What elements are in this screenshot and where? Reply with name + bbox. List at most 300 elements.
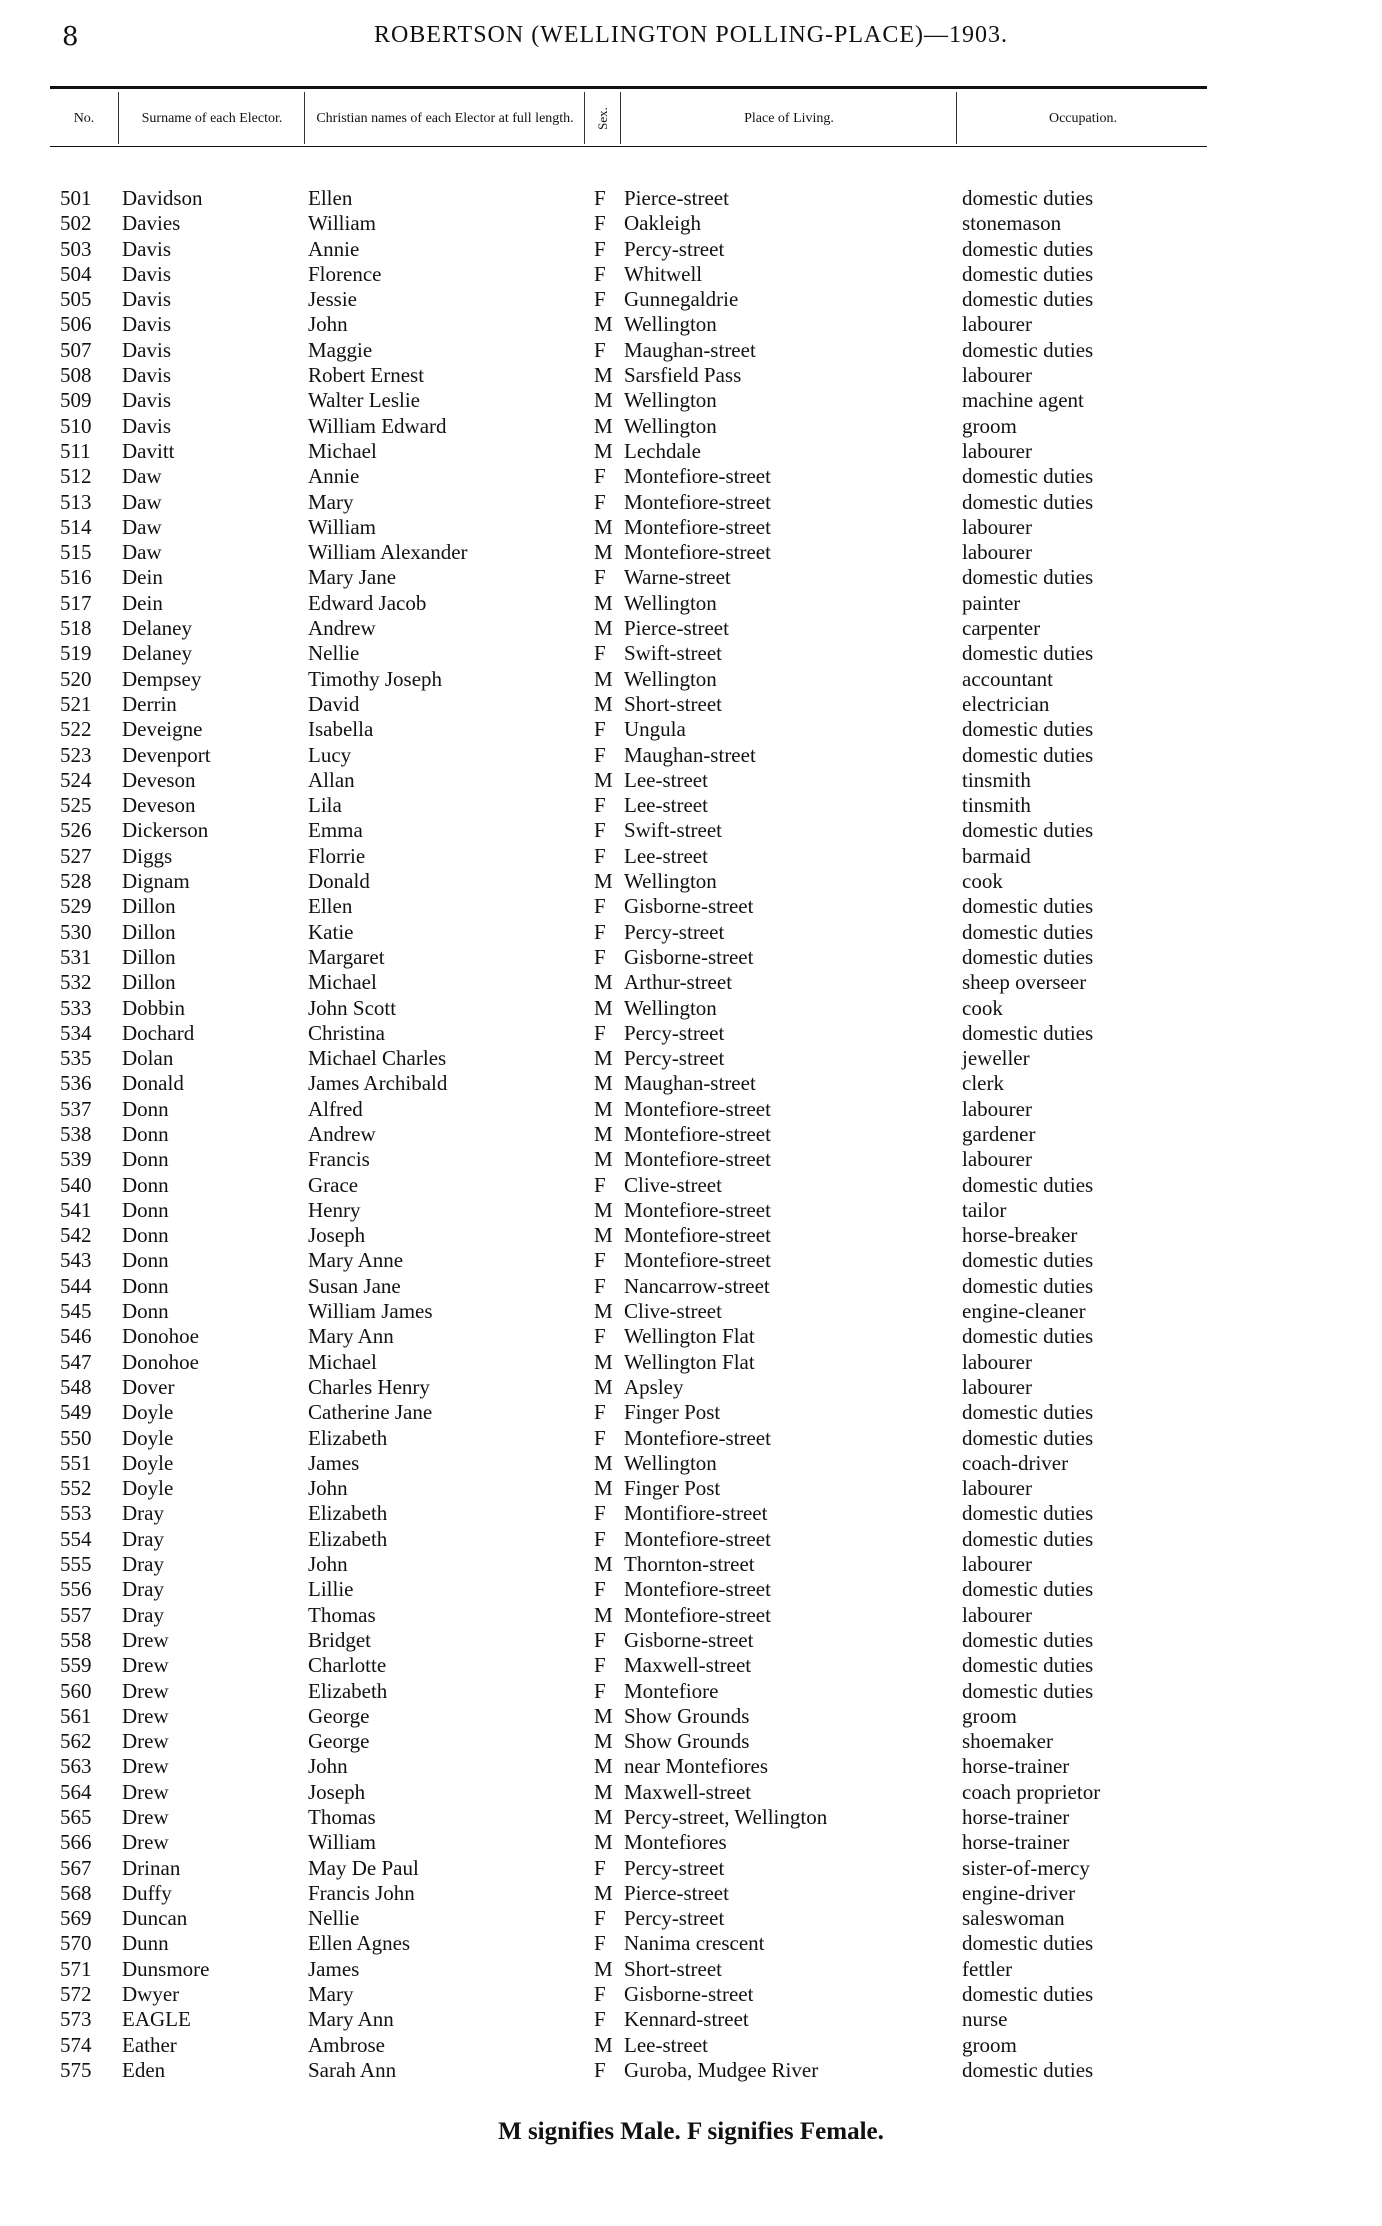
elector-occupation: domestic duties [962,742,1094,767]
table-row [0,1577,1382,1602]
elector-sex: F [594,1982,606,2007]
elector-christian-names: Mary Anne [308,1248,404,1273]
elector-number: 536 [60,1071,92,1096]
elector-occupation: domestic duties [962,464,1094,489]
table-row [0,717,1382,742]
elector-occupation: machine agent [962,388,1084,413]
elector-christian-names: Christina [308,1020,385,1045]
column-divider [584,92,585,144]
header-surname: Surname of each Elector. [141,110,283,126]
elector-place-of-living: Gisborne-street [624,944,754,969]
elector-number: 574 [60,2032,92,2057]
elector-surname: Drew [122,1805,169,1829]
elector-number: 559 [60,1653,92,1678]
elector-occupation: domestic duties [962,818,1094,843]
table-row [0,2058,1382,2083]
elector-place-of-living: Arthur-street [624,970,733,995]
elector-christian-names: Michael [308,970,377,995]
table-row [0,287,1382,312]
elector-sex: M [594,514,613,539]
table-row [0,1122,1382,1147]
elector-number: 571 [60,1956,92,1981]
elector-number: 519 [60,641,92,666]
elector-sex: F [594,742,606,767]
table-row [0,2033,1382,2058]
elector-number: 518 [60,616,92,641]
elector-surname: Diggs [122,843,173,868]
elector-christian-names: James [308,1956,360,1981]
elector-surname: Davis [122,363,171,388]
table-row [0,1223,1382,1248]
elector-occupation: domestic duties [962,1627,1094,1652]
table-row [0,1476,1382,1501]
elector-sex: F [594,211,606,236]
elector-surname: Dillon [122,970,176,995]
elector-christian-names: Lillie [308,1577,354,1602]
elector-number: 524 [60,767,92,792]
elector-number: 564 [60,1779,92,1804]
elector-number: 528 [60,869,92,894]
table-row [0,616,1382,641]
sex-legend-footer: M signifies Male. F signifies Female. [498,2118,884,2145]
elector-sex: F [594,944,606,969]
elector-number: 543 [60,1248,92,1273]
elector-surname: Drew [122,1627,169,1652]
elector-christian-names: Henry [308,1197,361,1222]
elector-surname: Dwyer [122,1982,180,2007]
column-divider [304,92,305,144]
elector-christian-names: Nellie [308,641,360,666]
elector-occupation: domestic duties [962,565,1094,590]
elector-place-of-living: Lechdale [624,438,701,463]
elector-christian-names: Annie [308,464,360,489]
elector-sex: F [594,793,606,818]
elector-surname: Dray [122,1577,164,1602]
elector-surname: Devenport [122,742,211,767]
elector-christian-names: Grace [308,1172,359,1197]
elector-number: 503 [60,236,92,261]
elector-christian-names: Robert Ernest [308,363,425,388]
elector-christian-names: Katie [308,919,354,944]
elector-surname: Davidson [122,186,203,210]
elector-place-of-living: Lee-street [624,843,708,868]
elector-place-of-living: Gisborne-street [624,1982,754,2007]
elector-sex: M [594,995,613,1020]
table-row [0,1704,1382,1729]
elector-sex: M [594,616,613,641]
elector-occupation: labourer [962,1552,1032,1577]
table-row [0,768,1382,793]
table-row [0,1729,1382,1754]
elector-occupation: domestic duties [962,1982,1094,2007]
elector-place-of-living: Percy-street [624,919,725,944]
elector-sex: M [594,363,613,388]
elector-surname: Doyle [122,1425,174,1450]
table-row [0,1501,1382,1526]
elector-surname: Donohoe [122,1349,199,1374]
elector-surname: Drew [122,1754,169,1779]
table-row [0,464,1382,489]
elector-number: 506 [60,312,92,337]
elector-place-of-living: Wellington [624,388,717,413]
table-row [0,515,1382,540]
elector-occupation: sister-of-mercy [962,1855,1090,1880]
elector-occupation: labourer [962,1147,1032,1172]
header-sex-label: Sex. [594,106,610,130]
elector-surname: Dray [122,1501,164,1526]
elector-sex: F [594,843,606,868]
elector-christian-names: James [308,1450,360,1475]
elector-surname: Dempsey [122,666,202,691]
table-row [0,1881,1382,1906]
elector-surname: Deveigne [122,717,203,742]
table-row [0,591,1382,616]
table-row [0,1830,1382,1855]
elector-occupation: domestic duties [962,1931,1094,1956]
elector-surname: Davis [122,388,171,413]
elector-christian-names: Susan Jane [308,1273,401,1298]
table-row [0,1805,1382,1830]
elector-occupation: labourer [962,1374,1032,1399]
elector-sex: F [594,1627,606,1652]
elector-place-of-living: Maughan-street [624,1071,756,1096]
elector-place-of-living: Wellington [624,869,717,894]
table-row [0,970,1382,995]
elector-occupation: domestic duties [962,1248,1094,1273]
elector-number: 567 [60,1855,92,1880]
elector-occupation: domestic duties [962,1020,1094,1045]
elector-number: 568 [60,1880,92,1905]
table-row [0,1628,1382,1653]
elector-place-of-living: Montefiore-street [624,1147,771,1172]
elector-christian-names: William [308,514,376,539]
table-row [0,1527,1382,1552]
elector-number: 554 [60,1526,92,1551]
elector-surname: Davitt [122,438,175,463]
elector-place-of-living: Ungula [624,717,686,742]
table-row [0,641,1382,666]
table-row [0,388,1382,413]
elector-place-of-living: Wellington [624,995,717,1020]
elector-occupation: cook [962,869,1003,894]
elector-surname: Davis [122,312,171,337]
elector-sex: M [594,1476,613,1501]
table-row [0,1856,1382,1881]
table-row [0,1097,1382,1122]
elector-christian-names: William [308,1830,376,1855]
elector-christian-names: Mary Ann [308,2007,394,2032]
elector-occupation: labourer [962,1096,1032,1121]
table-row [0,1653,1382,1678]
elector-christian-names: Mary Ann [308,1324,394,1349]
elector-christian-names: Charlotte [308,1653,387,1678]
elector-number: 509 [60,388,92,413]
elector-number: 525 [60,793,92,818]
elector-christian-names: Mary [308,1982,354,2007]
elector-sex: M [594,1071,613,1096]
elector-christian-names: Nellie [308,1906,360,1931]
elector-christian-names: Isabella [308,717,374,742]
elector-sex: F [594,1855,606,1880]
elector-place-of-living: Wellington [624,1450,717,1475]
elector-occupation: domestic duties [962,1172,1094,1197]
elector-sex: F [594,818,606,843]
table-row [0,1400,1382,1425]
elector-surname: Donohoe [122,1324,199,1349]
elector-place-of-living: Lee-street [624,793,708,818]
header-christian-names: Christian names of each Elector at full length. [316,110,574,126]
table-row [0,363,1382,388]
elector-surname: Donn [122,1147,169,1172]
elector-place-of-living: Pierce-street [624,1880,729,1905]
elector-occupation: groom [962,2032,1017,2057]
elector-christian-names: William [308,211,376,236]
elector-surname: Donn [122,1121,169,1146]
elector-place-of-living: Percy-street, Wellington [624,1805,828,1829]
elector-sex: F [594,919,606,944]
elector-occupation: domestic duties [962,1501,1094,1526]
elector-place-of-living: Percy-street [624,1855,725,1880]
elector-number: 556 [60,1577,92,1602]
elector-number: 513 [60,489,92,514]
elector-surname: Daw [122,464,162,489]
elector-number: 515 [60,540,92,565]
header-place-of-living: Place of Living. [744,110,834,126]
elector-surname: Drew [122,1779,169,1804]
elector-sex: M [594,1779,613,1804]
elector-christian-names: Mary Jane [308,565,397,590]
elector-place-of-living: Clive-street [624,1299,722,1324]
elector-surname: Dillon [122,919,176,944]
elector-number: 507 [60,337,92,362]
elector-surname: Davis [122,287,171,312]
table-row [0,1173,1382,1198]
elector-surname: Daw [122,514,162,539]
elector-number: 545 [60,1299,92,1324]
elector-number: 539 [60,1147,92,1172]
elector-christian-names: Michael Charles [308,1046,447,1071]
elector-number: 517 [60,590,92,615]
elector-place-of-living: Montefiores [624,1830,727,1855]
elector-occupation: carpenter [962,616,1041,641]
elector-surname: Donald [122,1071,184,1096]
elector-place-of-living: Percy-street [624,1020,725,1045]
elector-sex: F [594,2007,606,2032]
elector-number: 550 [60,1425,92,1450]
table-row [0,1906,1382,1931]
elector-occupation: groom [962,413,1017,438]
elector-number: 537 [60,1096,92,1121]
elector-number: 523 [60,742,92,767]
table-row [0,490,1382,515]
elector-sex: F [594,1931,606,1956]
elector-christian-names: Thomas [308,1602,376,1627]
elector-surname: Delaney [122,616,192,641]
elector-occupation: shoemaker [962,1729,1053,1754]
elector-surname: Doyle [122,1476,174,1501]
elector-place-of-living: Wellington Flat [624,1324,755,1349]
elector-occupation: labourer [962,438,1032,463]
elector-place-of-living: Montefiore-street [624,1121,771,1146]
elector-surname: Doyle [122,1400,174,1425]
elector-number: 529 [60,894,92,919]
table-row [0,211,1382,236]
elector-occupation: coach-driver [962,1450,1069,1475]
elector-sex: F [594,186,606,210]
column-divider [956,92,957,144]
elector-number: 526 [60,818,92,843]
elector-sex: F [594,717,606,742]
elector-place-of-living: Apsley [624,1374,684,1399]
elector-surname: Davies [122,211,181,236]
elector-christian-names: Ambrose [308,2032,385,2057]
elector-christian-names: John [308,1476,348,1501]
elector-number: 508 [60,363,92,388]
elector-place-of-living: Percy-street [624,1906,725,1931]
elector-sex: M [594,1703,613,1728]
elector-sex: M [594,590,613,615]
elector-place-of-living: Swift-street [624,818,722,843]
elector-sex: M [594,1830,613,1855]
elector-christian-names: Mary [308,489,354,514]
elector-occupation: domestic duties [962,236,1094,261]
elector-occupation: coach proprietor [962,1779,1101,1804]
elector-number: 538 [60,1121,92,1146]
elector-sex: F [594,261,606,286]
table-row [0,312,1382,337]
elector-number: 547 [60,1349,92,1374]
elector-place-of-living: Wellington [624,413,717,438]
elector-sex: M [594,666,613,691]
table-row [0,1603,1382,1628]
elector-place-of-living: Montefiore-street [624,464,771,489]
elector-place-of-living: Nancarrow-street [624,1273,770,1298]
elector-number: 555 [60,1552,92,1577]
top-rule [50,86,1207,89]
elector-number: 572 [60,1982,92,2007]
page-number: 8 [62,22,79,52]
elector-christian-names: Ellen [308,894,353,919]
elector-occupation: engine-cleaner [962,1299,1086,1324]
elector-surname: Duncan [122,1906,188,1931]
elector-sex: F [594,1653,606,1678]
elector-occupation: domestic duties [962,337,1094,362]
elector-number: 557 [60,1602,92,1627]
elector-sex: M [594,1450,613,1475]
elector-sex: M [594,1223,613,1248]
elector-christian-names: Margaret [308,944,385,969]
table-row [0,237,1382,262]
table-row [0,945,1382,970]
elector-number: 541 [60,1197,92,1222]
elector-surname: Drew [122,1830,169,1855]
elector-surname: Drew [122,1653,169,1678]
elector-occupation: domestic duties [962,717,1094,742]
elector-occupation: domestic duties [962,1425,1094,1450]
elector-occupation: fettler [962,1956,1013,1981]
elector-number: 573 [60,2007,92,2032]
elector-sex: M [594,1729,613,1754]
elector-surname: Davis [122,337,171,362]
elector-sex: F [594,1248,606,1273]
elector-place-of-living: Thornton-street [624,1552,755,1577]
elector-number: 514 [60,514,92,539]
elector-sex: M [594,1552,613,1577]
elector-christian-names: Alfred [308,1096,363,1121]
elector-number: 553 [60,1501,92,1526]
elector-number: 540 [60,1172,92,1197]
table-row [0,743,1382,768]
elector-occupation: saleswoman [962,1906,1065,1931]
elector-sex: F [594,2057,606,2082]
elector-sex: M [594,691,613,716]
elector-number: 561 [60,1703,92,1728]
elector-sex: F [594,565,606,590]
elector-occupation: electrician [962,691,1050,716]
elector-surname: Drew [122,1678,169,1703]
elector-christian-names: Emma [308,818,363,843]
elector-christian-names: John Scott [308,995,397,1020]
table-row [0,1324,1382,1349]
elector-place-of-living: Wellington [624,590,717,615]
elector-number: 530 [60,919,92,944]
elector-christian-names: Elizabeth [308,1678,388,1703]
elector-place-of-living: Montefiore-street [624,489,771,514]
table-row [0,793,1382,818]
elector-place-of-living: Montefiore-street [624,1223,771,1248]
elector-surname: Dover [122,1374,175,1399]
table-row [0,1754,1382,1779]
elector-christian-names: Florence [308,261,382,286]
elector-christian-names: Michael [308,1349,377,1374]
elector-number: 532 [60,970,92,995]
elector-occupation: horse-trainer [962,1830,1070,1855]
table-row [0,692,1382,717]
elector-sex: M [594,1374,613,1399]
elector-occupation: tinsmith [962,767,1031,792]
elector-sex: M [594,438,613,463]
elector-christian-names: May De Paul [308,1855,419,1880]
elector-sex: F [594,1172,606,1197]
elector-surname: Dray [122,1526,164,1551]
elector-place-of-living: Pierce-street [624,186,729,210]
elector-place-of-living: Kennard-street [624,2007,749,2032]
elector-surname: Donn [122,1223,169,1248]
elector-number: 516 [60,565,92,590]
elector-surname: Deveson [122,793,196,818]
column-divider [118,92,119,144]
elector-place-of-living: Gisborne-street [624,1627,754,1652]
page-title: ROBERTSON (WELLINGTON POLLING-PLACE)—1903. [373,22,1009,48]
table-row [0,186,1382,211]
elector-sex: M [594,1956,613,1981]
elector-place-of-living: Wellington [624,666,717,691]
elector-occupation: stonemason [962,211,1062,236]
elector-place-of-living: Sarsfield Pass [624,363,742,388]
elector-sex: F [594,1577,606,1602]
elector-sex: M [594,1299,613,1324]
elector-occupation: domestic duties [962,1273,1094,1298]
elector-christian-names: Lila [308,793,342,818]
elector-sex: F [594,1526,606,1551]
elector-christian-names: Maggie [308,337,373,362]
elector-sex: F [594,1906,606,1931]
elector-sex: M [594,1096,613,1121]
elector-occupation: domestic duties [962,489,1094,514]
elector-surname: Donn [122,1248,169,1273]
elector-christian-names: William Alexander [308,540,468,565]
elector-christian-names: Edward Jacob [308,590,427,615]
